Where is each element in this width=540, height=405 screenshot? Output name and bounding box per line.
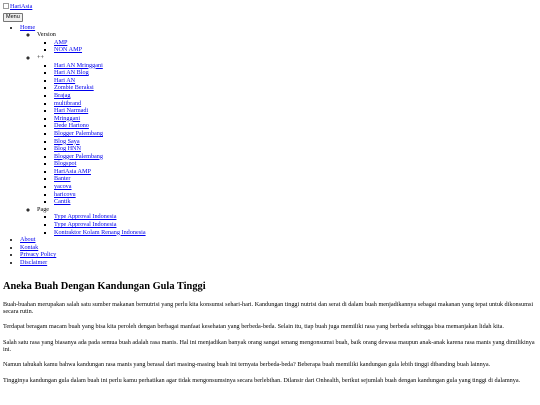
menu-button[interactable]: Menu xyxy=(3,13,23,22)
nav-group-label: Version xyxy=(37,31,56,39)
nav-link[interactable]: Blogger Palembang xyxy=(54,152,103,160)
nav-version-list xyxy=(37,39,537,54)
nav-link-amp[interactable]: AMP xyxy=(54,38,68,46)
nav-link-disclaimer[interactable]: Disclaimer xyxy=(20,259,48,266)
site-logo-link[interactable] xyxy=(3,3,32,11)
nav-page-list xyxy=(37,213,537,236)
nav-link[interactable]: Type Approval Indonesia xyxy=(54,213,117,221)
article-paragraph: Salah satu rasa yang biasanya ada pada semua buah adalah rasa manis. Hal ini menjadikan banyak orang sangat senang mengonsumsi buah, baik orang dewasa maupun anak-anak karena rasa manis yang dimilikinya ini. xyxy=(3,338,535,354)
nav-link[interactable]: Kontraktor Kolam Renang Indonesia xyxy=(54,228,146,236)
nav-link[interactable]: Blogspot xyxy=(54,160,77,168)
nav-link[interactable]: Brajag xyxy=(54,91,71,99)
nav-group-page xyxy=(37,206,537,236)
nav-link-home[interactable]: Home xyxy=(20,23,36,31)
article-paragraph: Namun tahukah kamu bahwa kandungan rasa manis yang berasal dari masing-masing buah ini ternyata berbeda-beda? Beberapa buah memiliki kandungan gula lebih tinggi dibanding buah lainnya. xyxy=(3,361,491,369)
nav-item-home xyxy=(20,24,537,237)
nav-group-label: ++ xyxy=(37,53,44,61)
nav-link[interactable]: Blog HNN xyxy=(54,145,81,153)
nav-link[interactable]: Blogger Palembang xyxy=(54,129,103,137)
nav-submenu xyxy=(20,31,537,236)
nav-link[interactable]: Banter xyxy=(54,175,71,183)
nav-link-about[interactable]: About xyxy=(20,236,36,244)
article-paragraph: Tingginya kandungan gula dalam buah ini perlu kamu perhatikan agar tidak mengonsumsinya secara berlebihan. Dilansir dari Onhealth, berikut sejumlah buah dengan kandungan gula yang tinggi di dalamnya. xyxy=(3,376,521,384)
article-paragraph: Buah-buahan merupakan salah satu sumber makanan bernutrisi yang perlu kita konsumsi sehari-hari. Kandungan tinggi nutrisi dan serat di dalam buah menjadikannya sebagai makanan yang tepat untuk dikonsumsi secara rutin. xyxy=(3,300,534,316)
nav-link[interactable]: haricovu xyxy=(54,190,76,198)
nav-link[interactable]: Hari AN Blog xyxy=(54,69,89,77)
nav-link[interactable]: Dede Hartono xyxy=(54,122,89,130)
nav-link[interactable]: Blog Saya xyxy=(54,137,80,145)
article-title: Aneka Buah Dengan Kandungan Gula Tinggi xyxy=(3,280,206,292)
nav-link[interactable]: multibrand xyxy=(54,99,82,107)
nav-link[interactable]: Hari AN xyxy=(54,76,76,84)
nav-group-label: Page xyxy=(37,205,50,213)
broken-image-icon xyxy=(3,3,9,9)
nav-link[interactable]: Type Approval Indonesia xyxy=(54,221,117,229)
nav-link[interactable]: Hari AN Mringgani xyxy=(54,61,103,69)
article-paragraph: Terdapat beragam macam buah yang bisa kita peroleh dengan berbagai manfaat kesehatan yang berbeda-beda. Selain itu, tiap buah juga memiliki rasa yang berbeda sehingga bisa memanjakan lidah kita. xyxy=(3,323,504,331)
nav-plus-list xyxy=(37,62,537,206)
nav-link-non-amp[interactable]: NON AMP xyxy=(54,46,83,54)
nav-group-plus xyxy=(37,54,537,206)
nav-link[interactable]: HariAsia AMP xyxy=(54,167,91,175)
nav-link[interactable]: Cantik xyxy=(54,198,71,206)
nav-link[interactable]: yacova xyxy=(54,183,72,191)
nav-link-kontak[interactable]: Kontak xyxy=(20,243,39,251)
nav-group-version xyxy=(37,31,537,54)
nav-link[interactable]: Mringgani xyxy=(54,114,81,122)
nav-link-privacy-policy[interactable]: Privacy Policy xyxy=(20,251,57,259)
site-logo-alt: HariAsia xyxy=(10,3,33,10)
main-nav xyxy=(3,24,537,267)
nav-link[interactable]: Zombie Beraksi xyxy=(54,84,94,92)
nav-link[interactable]: Hari Narmadi xyxy=(54,107,89,115)
